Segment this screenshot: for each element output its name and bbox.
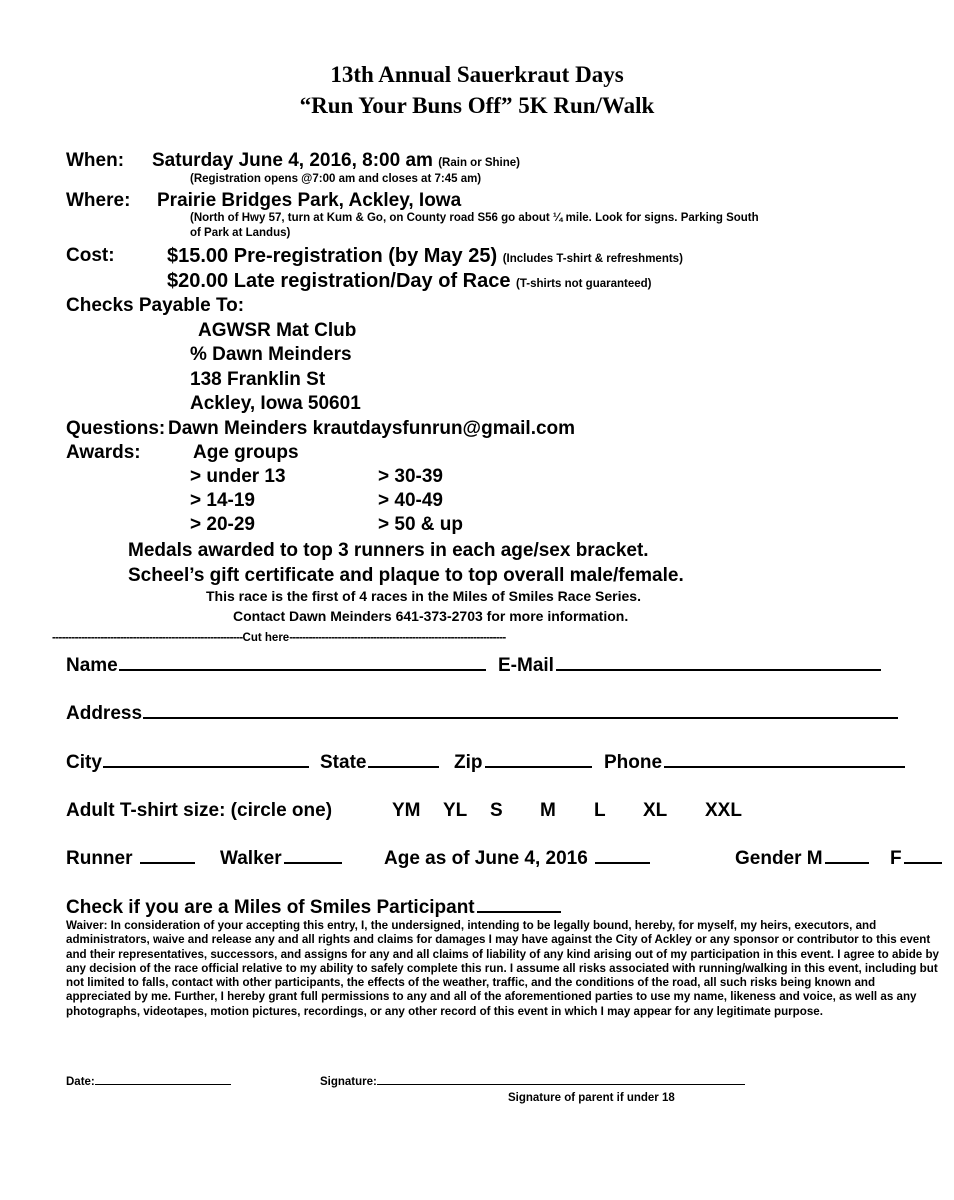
cut-dashes-right: ------------------------------------------------------------------- [289, 632, 506, 644]
size-xxl[interactable]: XXL [705, 800, 742, 821]
questions-label: Questions: [66, 418, 166, 439]
when-note: (Rain or Shine) [438, 157, 520, 169]
checks-line-2: % Dawn Meinders [190, 344, 352, 365]
where-value: Prairie Bridges Park, Ackley, Iowa [157, 190, 462, 211]
page-subtitle: “Run Your Buns Off” 5K Run/Walk [299, 93, 655, 118]
email-label: E-Mail [498, 655, 554, 676]
checks-line-1: AGWSR Mat Club [198, 320, 357, 341]
size-ym[interactable]: YM [392, 800, 421, 821]
name-label: Name [66, 655, 118, 676]
phone-row [604, 753, 905, 772]
cut-dashes-left: ----------------------------------------------------------- [52, 632, 243, 644]
cost-pre-note: (Includes T-shirt & refreshments) [502, 253, 683, 265]
cut-here-label: Cut here [242, 632, 290, 644]
zip-row [454, 753, 592, 772]
questions-value: Dawn Meinders krautdaysfunrun@gmail.com [168, 418, 576, 439]
address-field[interactable] [143, 717, 898, 719]
age-group-40-49: > 40-49 [378, 490, 443, 511]
city-label: City [66, 752, 102, 773]
contact-text: Contact Dawn Meinders 641-373-2703 for more information. [233, 608, 629, 624]
size-s[interactable]: S [490, 800, 503, 821]
city-field[interactable] [103, 766, 309, 768]
age-field[interactable] [595, 862, 650, 864]
city-row [66, 753, 309, 772]
age-label: Age as of June 4, 2016 [384, 848, 588, 869]
phone-field[interactable] [664, 766, 905, 768]
age-group-under-13: > under 13 [190, 466, 286, 487]
miles-field[interactable] [477, 911, 561, 913]
age-group-20-29: > 20-29 [190, 514, 255, 535]
where-label: Where: [66, 190, 131, 211]
state-label: State [320, 752, 367, 773]
cost-late-note: (T-shirts not guaranteed) [516, 278, 652, 290]
when-sub: (Registration opens @7:00 am and closes at 7:45 am) [190, 173, 482, 185]
state-row [320, 753, 439, 772]
gender-m-label: Gender M [735, 848, 823, 869]
age-group-30-39: > 30-39 [378, 466, 443, 487]
walker-label: Walker [220, 848, 282, 869]
checks-line-3: 138 Franklin St [190, 369, 326, 390]
cost-pre [167, 246, 683, 266]
age-row [384, 849, 650, 868]
tshirt-label: Adult T-shirt size: (circle one) [66, 800, 333, 821]
when-value [152, 151, 520, 170]
gender-f-row [890, 849, 942, 868]
runner-field[interactable] [140, 862, 195, 864]
signature-row [320, 1077, 745, 1089]
zip-field[interactable] [485, 766, 592, 768]
email-row [498, 656, 881, 675]
waiver-text: Waiver: In consideration of your accepting this entry, I, the undersigned, intending to be legally bound, hereby, for myself, my heirs, executors, and administrators, waive and release any and all rights and claims for damages I may have against the City of Ackley or any sponsor or contributor to this event and their representatives, successors, and assigns for any and all claims of liability of any kind arising out of my participation in this event. I agree to abide by any decision of the race official relative to my ability to safely complete this run. I assume all risks associated with running/walking in this event, including but not limited to falls, contact with other participants, the effects of the weather, traffic, and the conditions of the road, all such risks being known and appreciated by me. Further, I hereby grant full permissions to any and all of the aforementioned parties to use my name, likeness and voice, as well as any photographs, videotapes, motion pictures, recordings, or any other record of this event in which I may appear for any legitimate purpose. [66, 919, 939, 1018]
when-label: When: [66, 150, 125, 171]
date-label: Date: [66, 1076, 95, 1088]
address-label: Address [66, 703, 143, 724]
phone-label: Phone [604, 752, 663, 773]
miles-row [66, 898, 561, 917]
size-yl[interactable]: YL [443, 800, 468, 821]
email-field[interactable] [556, 669, 881, 671]
when-date: Saturday June 4, 2016, 8:00 am [152, 150, 433, 171]
awards-label: Awards: [66, 442, 141, 463]
awards-heading: Age groups [193, 442, 299, 463]
name-row [66, 656, 486, 675]
checks-label: Checks Payable To: [66, 295, 245, 316]
signature-label: Signature: [320, 1076, 377, 1088]
cost-late-value: $20.00 Late registration/Day of Race [167, 270, 511, 292]
gender-m-row [735, 849, 869, 868]
signature-field[interactable] [377, 1084, 745, 1085]
checks-line-4: Ackley, Iowa 50601 [190, 393, 361, 414]
scheels-text: Scheel’s gift certificate and plaque to top overall male/female. [128, 565, 684, 586]
where-sub-1: (North of Hwy 57, turn at Kum & Go, on County road S56 go about ¼ mile. Look for signs. Parking South [190, 212, 759, 224]
cost-late [167, 271, 652, 291]
medals-text: Medals awarded to top 3 runners in each age/sex bracket. [128, 540, 649, 561]
gender-f-label: F [890, 848, 902, 869]
address-row [66, 704, 898, 723]
page-title: 13th Annual Sauerkraut Days [330, 62, 624, 87]
age-group-14-19: > 14-19 [190, 490, 255, 511]
miles-label: Check if you are a Miles of Smiles Participant [66, 897, 475, 918]
cost-pre-value: $15.00 Pre-registration (by May 25) [167, 245, 498, 267]
size-xl[interactable]: XL [643, 800, 668, 821]
zip-label: Zip [454, 752, 483, 773]
size-l[interactable]: L [594, 800, 606, 821]
parent-signature-note: Signature of parent if under 18 [508, 1092, 675, 1104]
walker-row [220, 849, 342, 868]
gender-f-field[interactable] [904, 862, 942, 864]
cost-label: Cost: [66, 245, 115, 266]
name-field[interactable] [119, 669, 486, 671]
state-field[interactable] [368, 766, 439, 768]
where-sub-2: of Park at Landus) [190, 227, 291, 239]
runner-row [66, 849, 195, 868]
age-group-50-up: > 50 & up [378, 514, 463, 535]
date-field[interactable] [95, 1084, 231, 1085]
cut-line [52, 633, 506, 645]
series-text: This race is the first of 4 races in the Miles of Smiles Race Series. [206, 588, 641, 604]
date-row [66, 1077, 231, 1089]
size-m[interactable]: M [540, 800, 556, 821]
gender-m-field[interactable] [825, 862, 869, 864]
runner-label: Runner [66, 848, 133, 869]
walker-field[interactable] [284, 862, 342, 864]
